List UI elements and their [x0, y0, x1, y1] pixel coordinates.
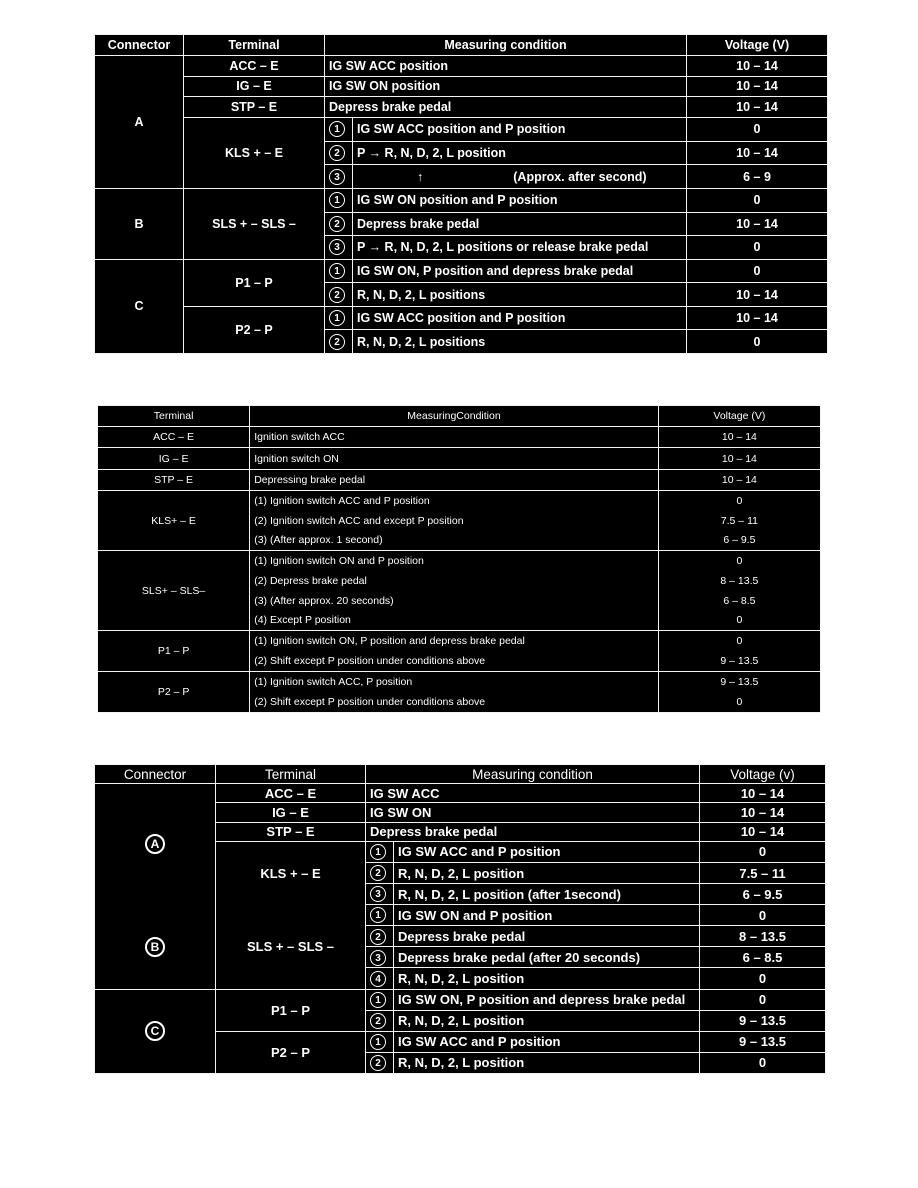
terminal-cell: IG – E	[216, 803, 366, 822]
condition-cell: (3) (After approx. 20 seconds)	[250, 591, 659, 611]
step-number-cell	[325, 330, 353, 354]
voltage-cell: 10 – 14	[658, 427, 820, 448]
terminal-cell: SLS + – SLS –	[216, 905, 366, 989]
voltage-cell: 6 – 9.5	[658, 530, 820, 550]
condition-cell: IG SW ACC	[366, 784, 700, 803]
voltage-cell: 0	[658, 490, 820, 510]
header-connector: Connector	[95, 765, 216, 784]
connector-cell	[95, 905, 216, 989]
voltage-cell: 10 – 14	[687, 55, 828, 76]
up-arrow-icon: ↑	[417, 169, 424, 184]
voltage-cell: 0	[687, 259, 828, 283]
terminal-cell: P2 – P	[216, 1031, 366, 1073]
header-terminal: Terminal	[98, 406, 250, 427]
step-number-cell	[325, 306, 353, 330]
condition-cell: (2) Shift except P position under conditions above	[250, 692, 659, 713]
header-terminal: Terminal	[184, 35, 325, 56]
terminal-cell: KLS + – E	[184, 118, 325, 189]
terminal-cell: STP – E	[184, 97, 325, 118]
table-row	[98, 469, 821, 490]
voltage-cell: 10 – 14	[658, 469, 820, 490]
condition-cell: R, N, D, 2, L position	[394, 1052, 700, 1073]
circled-number-icon: 2	[370, 865, 386, 881]
circled-number-icon: 1	[370, 1034, 386, 1050]
circled-number-icon: 2	[370, 1055, 386, 1071]
condition-cell: IG SW ACC and P position	[394, 1031, 700, 1052]
condition-cell: R, N, D, 2, L positions	[353, 283, 687, 307]
voltage-cell: 7.5 – 11	[658, 511, 820, 531]
circled-number-icon: 1	[370, 992, 386, 1008]
condition-cell: (1) Ignition switch ON and P position	[250, 551, 659, 571]
circled-number-icon: 3	[329, 169, 345, 185]
step-number-cell	[366, 1010, 394, 1031]
condition-cell: P → R, N, D, 2, L positions or release brake pedal	[353, 236, 687, 260]
terminal-cell: SLS+ – SLS–	[98, 551, 250, 631]
condition-cell: Depress brake pedal	[394, 926, 700, 947]
header-measuring-condition: MeasuringCondition	[250, 406, 659, 427]
condition-cell: IG SW ON and P position	[394, 905, 700, 926]
condition-cell: Ignition switch ACC	[250, 427, 659, 448]
voltage-cell: 0	[700, 841, 826, 862]
voltage-cell: 7.5 – 11	[700, 862, 826, 883]
step-number-cell	[366, 1052, 394, 1073]
condition-cell: (2) Shift except P position under conditions above	[250, 651, 659, 671]
voltage-cell: 10 – 14	[687, 76, 828, 97]
condition-cell	[353, 165, 687, 189]
voltage-cell: 6 – 8.5	[700, 947, 826, 968]
circled-number-icon: 1	[329, 263, 345, 279]
voltage-cell: 0	[687, 118, 828, 142]
condition-cell: IG SW ON	[366, 803, 700, 822]
terminal-cell: SLS + – SLS –	[184, 188, 325, 259]
condition-cell: Ignition switch ON	[250, 448, 659, 469]
connector-cell	[95, 989, 216, 1073]
table-row	[95, 97, 828, 118]
step-number-cell	[366, 989, 394, 1010]
circled-number-icon: 1	[370, 844, 386, 860]
condition-cell: IG SW ACC position and P position	[353, 118, 687, 142]
terminal-cell: KLS+ – E	[98, 490, 250, 550]
condition-cell: IG SW ON, P position and depress brake pedal	[394, 989, 700, 1010]
voltage-cell: 10 – 14	[687, 306, 828, 330]
table-row	[95, 784, 826, 803]
voltage-cell: 0	[687, 188, 828, 212]
step-number-cell	[366, 862, 394, 883]
voltage-cell: 9 – 13.5	[658, 651, 820, 671]
step-number-cell	[366, 884, 394, 905]
terminal-cell: P2 – P	[184, 306, 325, 353]
condition-cell: IG SW ON, P position and depress brake pedal	[353, 259, 687, 283]
condition-cell: (1) Ignition switch ON, P position and depress brake pedal	[250, 631, 659, 651]
voltage-cell: 0	[658, 551, 820, 571]
connector-cell: A	[95, 55, 184, 188]
step-number-cell	[325, 259, 353, 283]
terminal-cell: ACC – E	[184, 55, 325, 76]
voltage-table-2	[97, 405, 821, 713]
circled-number-icon: 2	[370, 929, 386, 945]
condition-cell: (4) Except P position	[250, 610, 659, 630]
voltage-cell: 0	[658, 610, 820, 630]
condition-cell: Depress brake pedal (after 20 seconds)	[394, 947, 700, 968]
voltage-cell: 9 – 13.5	[700, 1031, 826, 1052]
voltage-cell: 6 – 9	[687, 165, 828, 189]
voltage-cell: 10 – 14	[687, 141, 828, 165]
step-number-cell	[366, 926, 394, 947]
step-number-cell	[325, 118, 353, 142]
circled-letter-a-icon: A	[145, 834, 165, 854]
step-number-cell	[325, 188, 353, 212]
voltage-cell: 0	[658, 631, 820, 651]
table-row	[98, 551, 821, 571]
header-measuring-condition: Measuring condition	[366, 765, 700, 784]
condition-cell: R, N, D, 2, L position	[394, 1010, 700, 1031]
step-number-cell	[325, 283, 353, 307]
circled-number-icon: 4	[370, 971, 386, 987]
terminal-cell: P1 – P	[216, 989, 366, 1031]
step-number-cell	[366, 1031, 394, 1052]
step-number-cell	[325, 141, 353, 165]
circled-number-icon: 2	[329, 216, 345, 232]
circled-number-icon: 2	[329, 287, 345, 303]
table-header-row	[98, 406, 821, 427]
circled-number-icon: 3	[370, 950, 386, 966]
connector-cell: B	[95, 188, 184, 259]
voltage-cell: 0	[700, 989, 826, 1010]
header-voltage: Voltage (V)	[658, 406, 820, 427]
circled-letter-c-icon: C	[145, 1021, 165, 1041]
table-row	[95, 989, 826, 1010]
table-row	[95, 905, 826, 926]
table-row	[95, 259, 828, 283]
circled-number-icon: 3	[370, 886, 386, 902]
circled-letter-b-icon: B	[145, 937, 165, 957]
voltage-cell: 9 – 13.5	[658, 672, 820, 692]
condition-cell: IG SW ON position	[325, 76, 687, 97]
header-connector: Connector	[95, 35, 184, 56]
voltage-cell: 10 – 14	[687, 212, 828, 236]
voltage-cell: 6 – 8.5	[658, 591, 820, 611]
voltage-cell: 6 – 9.5	[700, 884, 826, 905]
voltage-cell: 8 – 13.5	[658, 571, 820, 591]
voltage-cell: 0	[687, 330, 828, 354]
voltage-cell: 10 – 14	[700, 803, 826, 822]
circled-number-icon: 2	[329, 334, 345, 350]
step-number-cell	[366, 841, 394, 862]
condition-cell: IG SW ACC position	[325, 55, 687, 76]
header-terminal: Terminal	[216, 765, 366, 784]
terminal-cell: ACC – E	[98, 427, 250, 448]
circled-number-icon: 1	[370, 907, 386, 923]
circled-number-icon: 3	[329, 239, 345, 255]
condition-cell: (2) Depress brake pedal	[250, 571, 659, 591]
condition-cell: IG SW ACC position and P position	[353, 306, 687, 330]
voltage-cell: 9 – 13.5	[700, 1010, 826, 1031]
table-header-row	[95, 35, 828, 56]
connector-cell	[95, 784, 216, 905]
table-row	[98, 672, 821, 692]
voltage-cell: 10 – 14	[687, 283, 828, 307]
condition-cell: R, N, D, 2, L positions	[353, 330, 687, 354]
voltage-table-3	[94, 764, 825, 1074]
terminal-cell: P2 – P	[98, 672, 250, 713]
table-header-row	[95, 765, 826, 784]
voltage-cell: 0	[700, 905, 826, 926]
condition-cell: Depressing brake pedal	[250, 469, 659, 490]
step-number-cell	[366, 905, 394, 926]
voltage-table-1	[94, 34, 827, 354]
header-measuring-condition: Measuring condition	[325, 35, 687, 56]
condition-cell: R, N, D, 2, L position (after 1second)	[394, 884, 700, 905]
condition-cell: R, N, D, 2, L position	[394, 862, 700, 883]
voltage-cell: 10 – 14	[700, 822, 826, 841]
step-number-cell	[325, 165, 353, 189]
header-voltage: Voltage (V)	[687, 35, 828, 56]
terminal-cell: P1 – P	[184, 259, 325, 306]
voltage-cell: 10 – 14	[687, 97, 828, 118]
terminal-cell: STP – E	[216, 822, 366, 841]
condition-note: (Approx. after second)	[513, 169, 647, 184]
table-row	[95, 55, 828, 76]
condition-cell: IG SW ACC and P position	[394, 841, 700, 862]
voltage-cell: 8 – 13.5	[700, 926, 826, 947]
table-row	[98, 427, 821, 448]
connector-cell: C	[95, 259, 184, 353]
voltage-cell: 0	[700, 1052, 826, 1073]
terminal-cell: IG – E	[184, 76, 325, 97]
circled-number-icon: 1	[329, 310, 345, 326]
voltage-cell: 0	[658, 692, 820, 713]
step-number-cell	[366, 947, 394, 968]
condition-cell: (1) Ignition switch ACC, P position	[250, 672, 659, 692]
table-row	[95, 118, 828, 142]
condition-cell: Depress brake pedal	[353, 212, 687, 236]
voltage-cell: 10 – 14	[700, 784, 826, 803]
step-number-cell	[366, 968, 394, 989]
table-row	[98, 448, 821, 469]
table-row	[95, 76, 828, 97]
condition-cell: Depress brake pedal	[325, 97, 687, 118]
terminal-cell: STP – E	[98, 469, 250, 490]
condition-cell: (1) Ignition switch ACC and P position	[250, 490, 659, 510]
circled-number-icon: 1	[329, 192, 345, 208]
terminal-cell: P1 – P	[98, 631, 250, 672]
table-row	[95, 306, 828, 330]
condition-cell: P → R, N, D, 2, L position	[353, 141, 687, 165]
table-row	[98, 631, 821, 651]
condition-cell: Depress brake pedal	[366, 822, 700, 841]
condition-cell: (3) (After approx. 1 second)	[250, 530, 659, 550]
condition-cell: (2) Ignition switch ACC and except P position	[250, 511, 659, 531]
table-row	[95, 188, 828, 212]
step-number-cell	[325, 236, 353, 260]
table-row	[98, 490, 821, 510]
voltage-cell: 10 – 14	[658, 448, 820, 469]
step-number-cell	[325, 212, 353, 236]
condition-cell: IG SW ON position and P position	[353, 188, 687, 212]
header-voltage: Voltage (v)	[700, 765, 826, 784]
condition-cell: R, N, D, 2, L position	[394, 968, 700, 989]
circled-number-icon: 1	[329, 121, 345, 137]
circled-number-icon: 2	[370, 1013, 386, 1029]
voltage-cell: 0	[687, 236, 828, 260]
voltage-cell: 0	[700, 968, 826, 989]
terminal-cell: IG – E	[98, 448, 250, 469]
terminal-cell: ACC – E	[216, 784, 366, 803]
terminal-cell: KLS + – E	[216, 841, 366, 904]
circled-number-icon: 2	[329, 145, 345, 161]
